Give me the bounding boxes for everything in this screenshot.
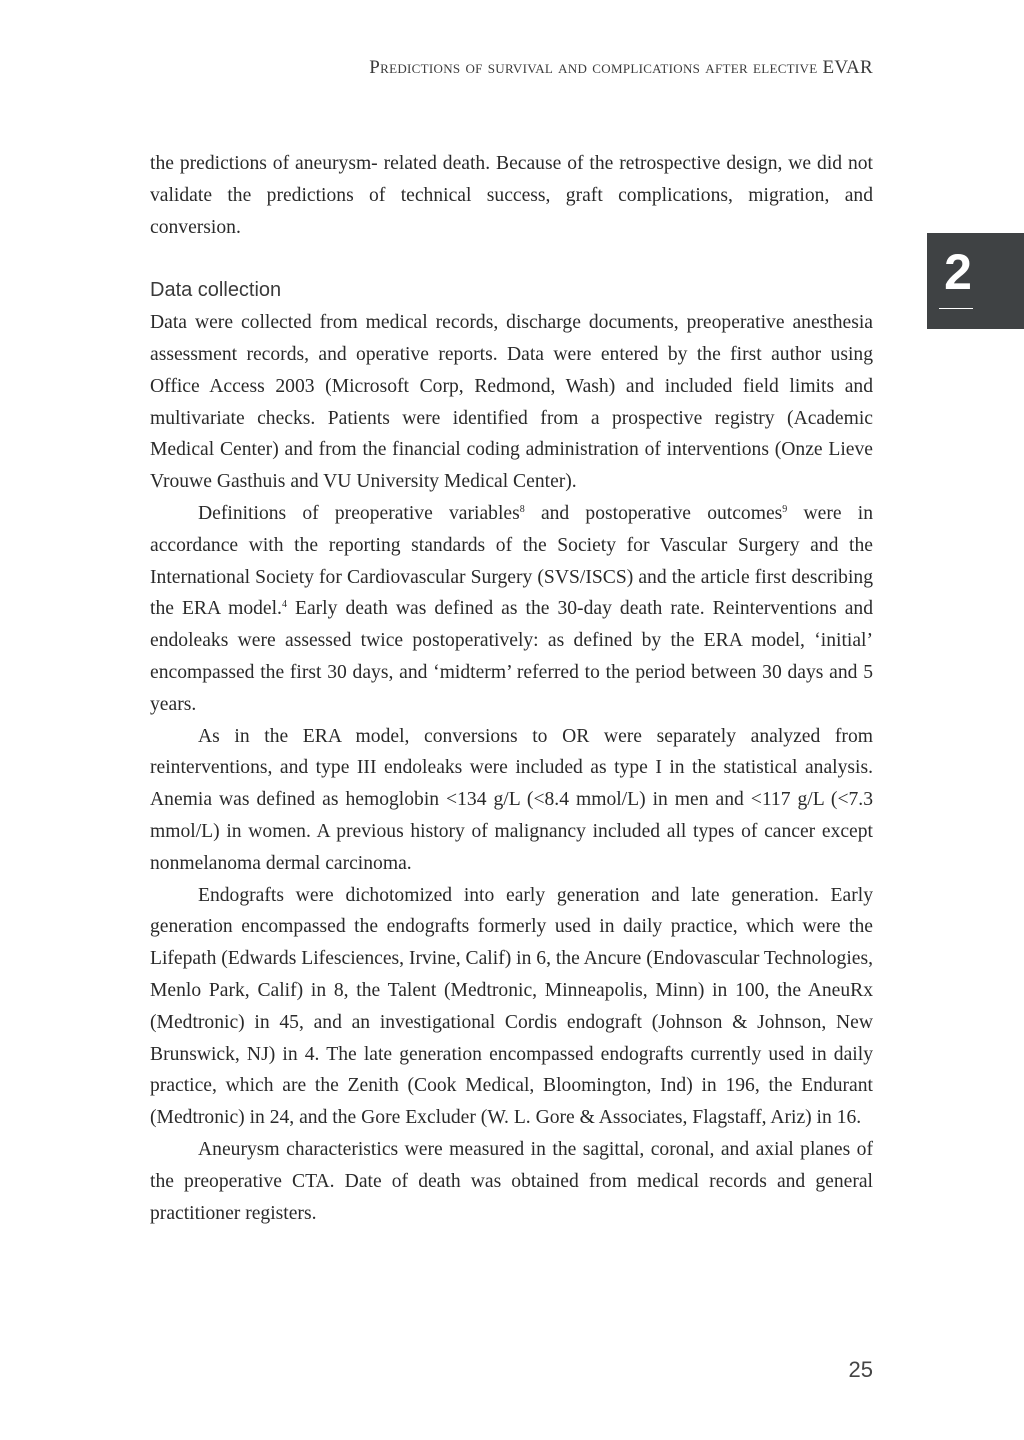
text-segment: and postoperative outcomes (524, 502, 783, 524)
paragraph-data-sources: Data were collected from medical records, discharge documents, preoperative anesthesia assessment records, and operative reports. Data were entered by the first author using Office Access 2003 (Microsoft Corp, Redmond, Wash) and included field limits and multivariate checks. Patients were identified from a prospective registry (Academic Medical Center) and from the financial coding administration of interventions (Onze Lieve Vrouwe Gasthuis and VU University Medical Center). (150, 312, 873, 493)
paragraph-endografts: Endografts were dichotomized into early generation and late generation. Early generation encompassed the endografts formerly used in daily practice, which were the Lifepath (Edwards Lifesciences, Irvine, Calif) in 6, the Ancure (Endovascular Technologies, Menlo Park, Calif) in 8, the Talent (Medtronic, Minneapolis, Minn) in 100, the AneuRx (Medtronic) in 45, and an investigational Cordis endograft (Johnson & Johnson, New Brunswick, NJ) in 4. The late generation encompassed endografts currently used in daily practice, which are the Zenith (Cook Medical, Bloomington, Ind) in 196, the Endurant (Medtronic) in 24, and the Gore Excluder (W. L. Gore & Associates, Flagstaff, Ariz) in 16. (150, 884, 873, 1129)
page-number: 25 (848, 1357, 873, 1382)
paragraph-definitions (150, 498, 873, 721)
reference-superscript: 4 (281, 599, 287, 611)
running-header: Predictions of survival and complications after elective EVAR (369, 57, 873, 78)
paragraph-continued: the predictions of aneurysm- related death. Because of the retrospective design, we did not validate the predictions of technical success, graft complications, migration, and conversion. (150, 153, 873, 238)
chapter-number-underline (939, 308, 973, 309)
chapter-number: 2 (944, 244, 972, 300)
reference-superscript: 9 (782, 503, 788, 515)
paragraph-aneurysm-characteristics: Aneurysm characteristics were measured in the sagittal, coronal, and axial planes of the preoperative CTA. Date of death was obtained from medical records and general practitioner registers. (150, 1138, 873, 1224)
text-segment: were in accordance with the reporting standards of the Society for Vascular Surgery and the International Society for Cardiovascular Surgery (SVS/ISCS) and the article first describing the ERA model. (150, 502, 874, 620)
section-heading: Data collection (150, 279, 282, 302)
text-segment: Early death was defined as the 30-day death rate. Reinterventions and endoleaks were assessed twice postoperatively: as defined by the ERA model, ‘initial’ encompassed the first 30 days, and ‘midterm’ referred to the period between 30 days and 5 years. (150, 598, 874, 715)
text-segment: Definitions of preoperative variables (198, 502, 520, 524)
body-text (150, 148, 873, 1229)
chapter-tab (927, 233, 1024, 329)
paragraph-conversions: As in the ERA model, conversions to OR were separately analyzed from reinterventions, and type III endoleaks were included as type I in the statistical analysis. Anemia was defined as hemoglobin <134 g/L (<8.4 mmol/L) in men and <117 g/L (<7.3 mmol/L) in women. A previous history of malignancy included all types of cancer except nonmelanoma dermal carcinoma. (150, 725, 873, 874)
reference-superscript: 8 (519, 503, 525, 515)
